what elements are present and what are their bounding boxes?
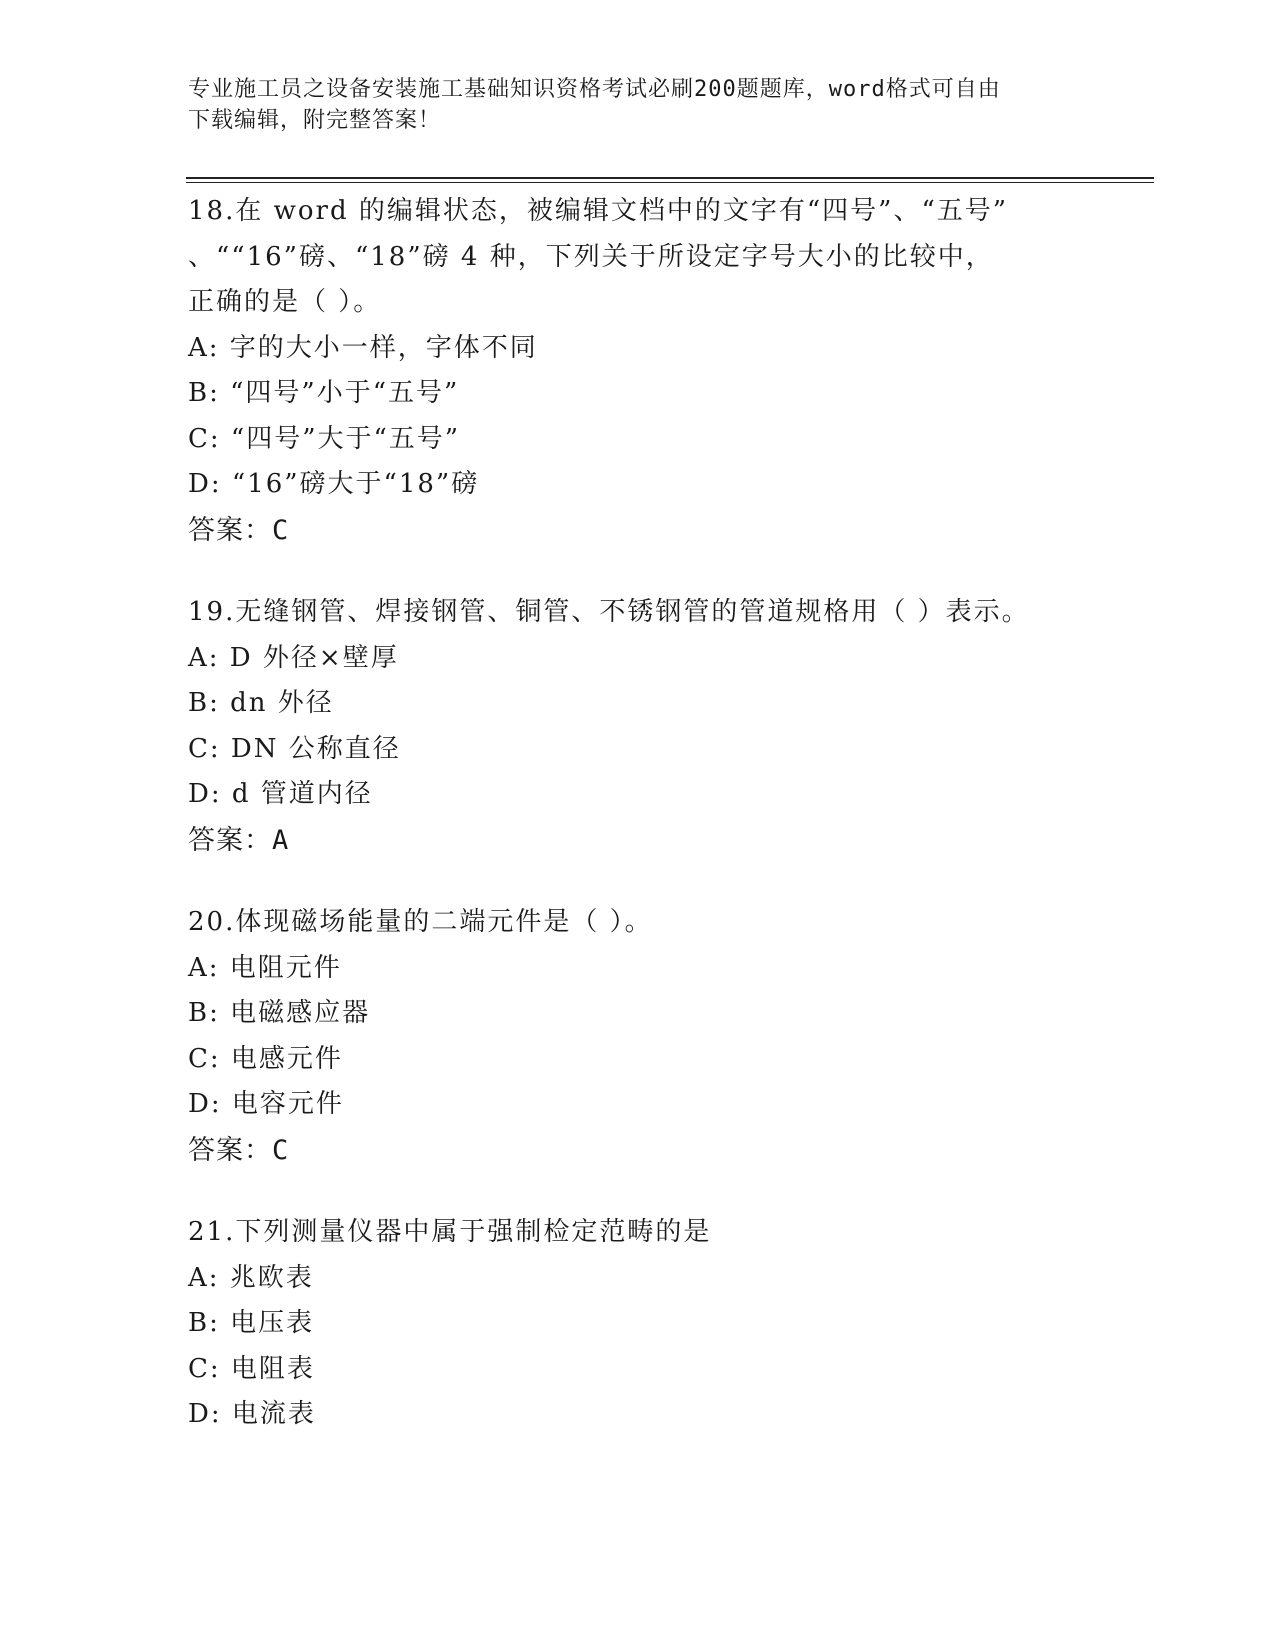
option-d: D: 电流表 xyxy=(188,1399,316,1429)
answer: 答案：C xyxy=(188,514,290,546)
option-b: B: dn 外径 xyxy=(188,688,334,718)
option-c: C: 电感元件 xyxy=(188,1043,343,1074)
answer: 答案：A xyxy=(188,824,290,856)
question-19 xyxy=(188,590,1128,863)
option-a: A: 兆欧表 xyxy=(188,1262,314,1293)
question-text: 正确的是（ ）。 xyxy=(188,287,382,317)
option-b: B: 电磁感应器 xyxy=(188,998,371,1028)
option-c: C: DN 公称直径 xyxy=(188,733,401,764)
question-text: 21.下列测量仪器中属于强制检定范畴的是 xyxy=(188,1217,712,1247)
question-21 xyxy=(188,1210,1128,1438)
question-text: 18.在 word 的编辑状态，被编辑文档中的文字有“四号”、“五号” xyxy=(188,196,1009,226)
question-18 xyxy=(188,189,1128,553)
option-d: D: “16”磅大于“18”磅 xyxy=(188,469,480,499)
option-b: B: “四号”小于“五号” xyxy=(188,378,460,408)
header-divider-thick xyxy=(186,177,1154,179)
header-divider-thin xyxy=(186,182,1154,183)
option-b: B: 电压表 xyxy=(188,1308,315,1338)
question-text: 、““16”磅、“18”磅 4 种，下列关于所设定字号大小的比较中， xyxy=(188,241,994,272)
answer: 答案：C xyxy=(188,1134,290,1166)
question-text: 20.体现磁场能量的二端元件是（ ）。 xyxy=(188,907,653,937)
option-a: A: D 外径×壁厚 xyxy=(188,642,399,673)
document-header xyxy=(188,74,1088,136)
question-20 xyxy=(188,900,1128,1173)
option-c: C: 电阻表 xyxy=(188,1353,315,1384)
option-d: D: 电容元件 xyxy=(188,1089,344,1119)
option-c: C: “四号”大于“五号” xyxy=(188,423,461,454)
header-title-line-1: 专业施工员之设备安装施工基础知识资格考试必刷200题题库，word格式可自由 xyxy=(188,77,1001,102)
question-text: 19.无缝钢管、焊接钢管、铜管、不锈钢管的管道规格用（ ）表示。 xyxy=(188,597,1030,627)
option-a: A: 字的大小一样，字体不同 xyxy=(188,332,538,363)
question-list xyxy=(188,189,1128,1475)
option-d: D: d 管道内径 xyxy=(188,779,373,809)
header-title-line-2: 下载编辑，附完整答案！ xyxy=(188,108,442,133)
option-a: A: 电阻元件 xyxy=(188,952,342,983)
